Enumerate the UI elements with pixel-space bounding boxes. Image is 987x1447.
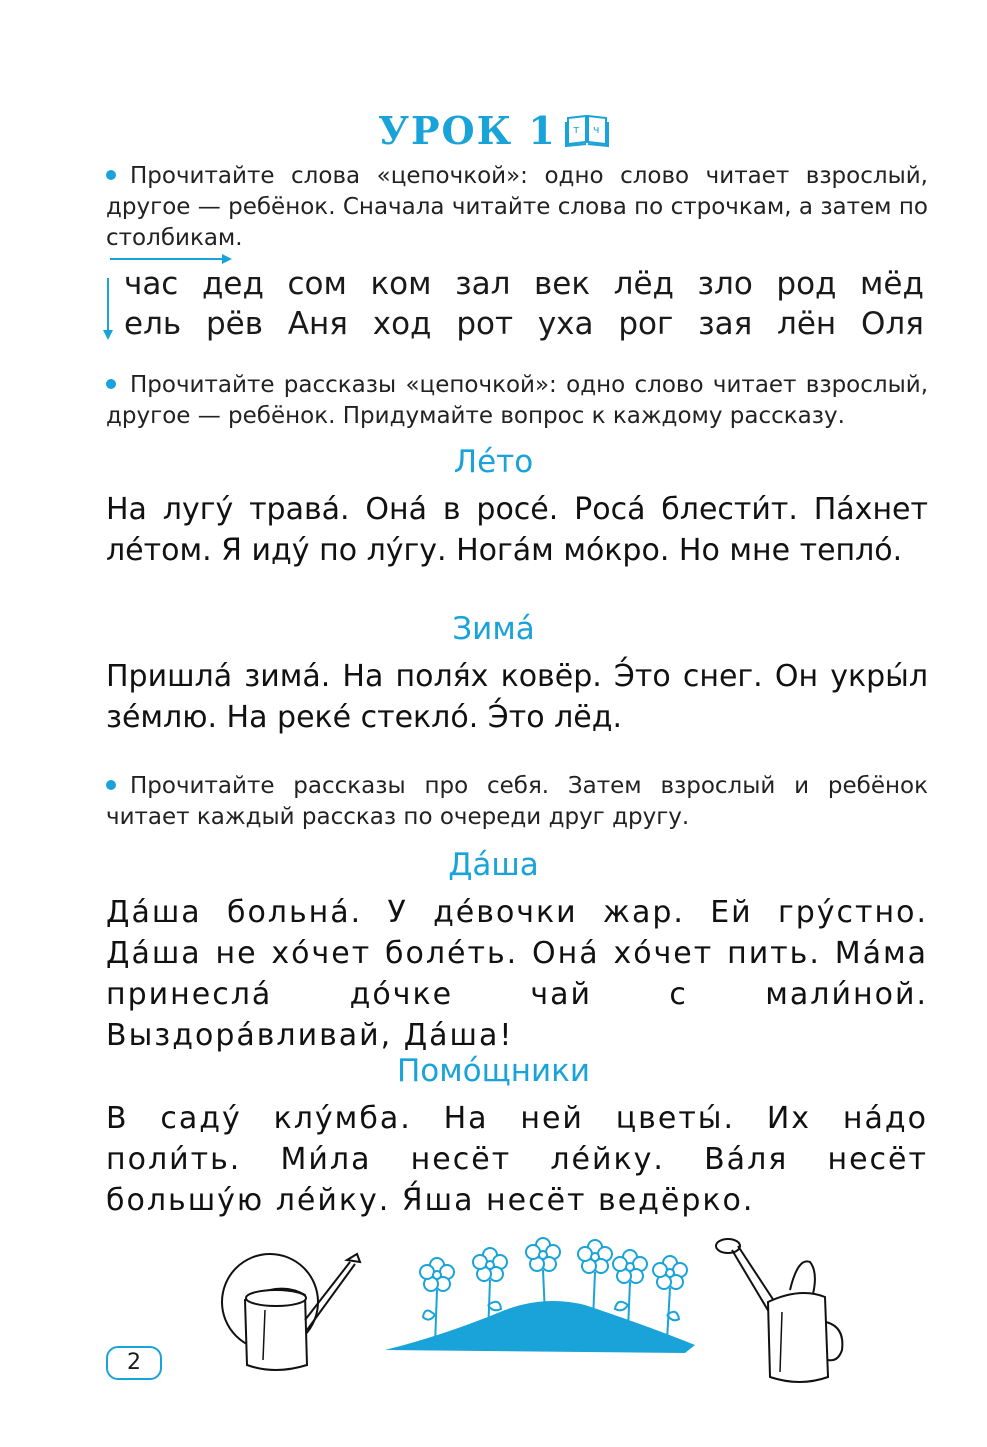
word: век bbox=[533, 266, 591, 302]
bullet-icon bbox=[106, 379, 116, 389]
story-2-text: Пришла́ зима́. На поля́х ковёр. Э́то снег. Он укры́л зе́млю. На реке́ стекло́. Э́то лёд. bbox=[106, 659, 928, 735]
story-2-title: Зима́ bbox=[452, 611, 535, 647]
word: уха bbox=[537, 306, 594, 342]
svg-text:т: т bbox=[572, 123, 582, 136]
instruction-3-text: Прочитайте рассказы про себя. Затем взрослый и ребёнок читает каждый рассказ по очереди друг другу. bbox=[106, 773, 928, 830]
story-1-title: Ле́то bbox=[453, 444, 534, 480]
instruction-1-text: Прочитайте слова «цепочкой»: одно слово читает взрослый, другое — ребёнок. Сначала читайте слова по строчкам, а затем по столбикам. bbox=[106, 163, 928, 251]
instruction-3 bbox=[106, 771, 928, 833]
svg-text:ч: ч bbox=[592, 123, 602, 136]
word: ком bbox=[370, 266, 432, 302]
watering-can-2-icon bbox=[710, 1232, 860, 1392]
word: зло bbox=[697, 266, 753, 302]
word: рёв bbox=[205, 306, 263, 342]
word: Оля bbox=[861, 306, 924, 342]
bullet-icon bbox=[106, 170, 116, 180]
words-row-2 bbox=[124, 306, 924, 342]
word: час bbox=[124, 266, 179, 302]
instruction-1 bbox=[106, 161, 928, 254]
word: зал bbox=[455, 266, 511, 302]
word: лён bbox=[777, 306, 837, 342]
bullet-icon bbox=[106, 780, 116, 790]
word: лёд bbox=[613, 266, 674, 302]
book-icon bbox=[565, 112, 609, 148]
word: мёд bbox=[860, 266, 924, 302]
word: зая bbox=[698, 306, 753, 342]
arrow-right-icon bbox=[110, 254, 232, 264]
word: ель bbox=[124, 306, 182, 342]
story-3-text: Да́ша больна́. У де́вочки жар. Ей гру́стно. Да́ша не хо́чет боле́ть. Она́ хо́чет пить. Ма́ма принесла́ до́чке чай с мали́ной. Выздора́вливай, Да́ша! bbox=[106, 895, 928, 1053]
word: рог bbox=[618, 306, 674, 342]
lesson-title bbox=[0, 108, 987, 153]
story-4-text: В саду́ клу́мба. На ней цветы́. Их на́до поли́ть. Ми́ла несёт ле́йку. Ва́ля несёт большу́ю ле́йку. Я́ша несёт ведёрко. bbox=[106, 1101, 928, 1218]
word: род bbox=[776, 266, 837, 302]
watering-can-icon bbox=[215, 1240, 375, 1390]
story-1-text: На лугу́ трава́. Она́ в росе́. Роса́ блести́т. Па́хнет ле́том. Я иду́ по лу́гу. Нога́м мо́кро. Но мне тепло́. bbox=[106, 492, 928, 568]
word: сом bbox=[287, 266, 347, 302]
word: ход bbox=[372, 306, 432, 342]
story-3-title: Да́ша bbox=[448, 847, 539, 883]
arrow-down-icon bbox=[103, 278, 113, 340]
story-4-title: Помо́щники bbox=[396, 1053, 591, 1089]
word: рот bbox=[456, 306, 514, 342]
instruction-2 bbox=[106, 370, 928, 432]
word: Аня bbox=[287, 306, 348, 342]
instruction-2-text: Прочитайте рассказы «цепочкой»: одно слово читает взрослый, другое — ребёнок. Придумайте вопрос к каждому рассказу. bbox=[106, 372, 928, 429]
flowerbed-icon bbox=[385, 1235, 695, 1360]
page-number: 2 bbox=[106, 1346, 162, 1380]
word: дед bbox=[201, 266, 264, 302]
lesson-title-text: УРОК 1 bbox=[378, 108, 557, 153]
words-row-1 bbox=[124, 266, 924, 302]
